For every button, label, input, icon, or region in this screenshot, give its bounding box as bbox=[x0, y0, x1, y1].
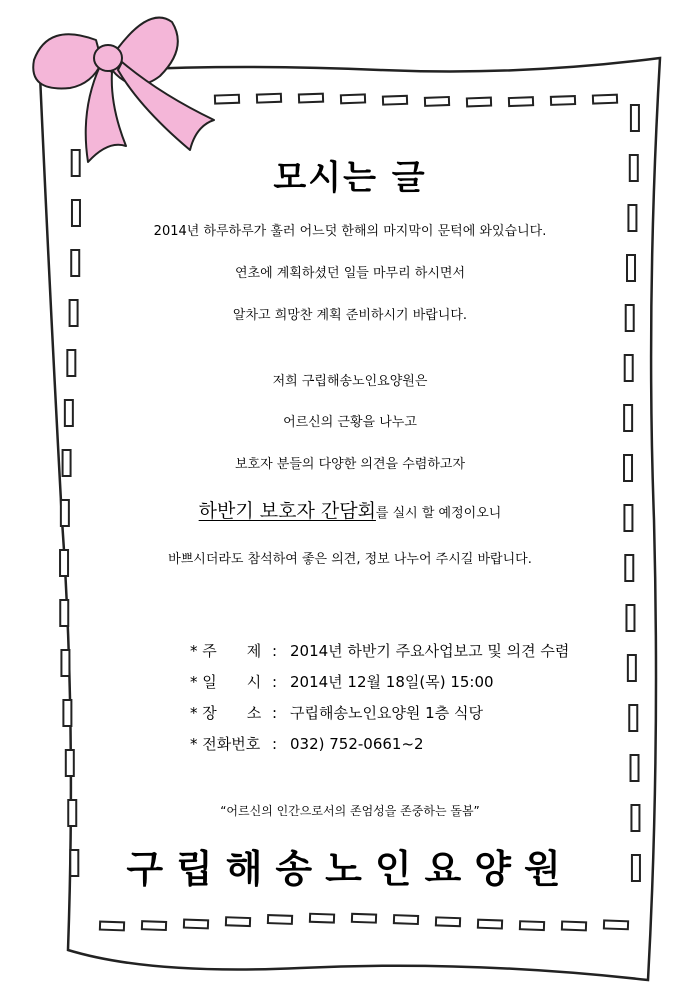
stitch-dash bbox=[593, 95, 617, 104]
detail-separator: : bbox=[272, 673, 278, 691]
event-details bbox=[190, 640, 569, 764]
stitch-dash bbox=[425, 97, 449, 106]
organization-name: 구립해송노인요양원 bbox=[126, 847, 574, 891]
stitch-dash bbox=[631, 105, 639, 131]
detail-label: * 장 소 bbox=[190, 704, 262, 722]
stitch-dash bbox=[467, 98, 491, 107]
body-line: 2014년 하루하루가 훌러 어느덧 한해의 마지막이 문턱에 와있습니다. bbox=[153, 224, 547, 239]
body-line: 저희 구립해송노인요양원은 bbox=[272, 374, 428, 389]
stitch-dash bbox=[628, 655, 636, 681]
detail-value: 구립해송노인요양원 1층 식당 bbox=[290, 704, 483, 722]
stitch-dash bbox=[509, 97, 533, 106]
highlight-rest: 를 실시 할 예정이오니 bbox=[375, 506, 502, 521]
detail-value: 032) 752-0661~2 bbox=[290, 735, 424, 753]
stitch-dash bbox=[184, 920, 208, 929]
stitch-dash bbox=[629, 705, 637, 731]
stitch-dash bbox=[478, 920, 502, 929]
detail-row-phone bbox=[190, 733, 569, 764]
detail-row-place bbox=[190, 702, 569, 733]
stitch-dash bbox=[268, 915, 292, 924]
stitch-dash bbox=[562, 922, 586, 931]
stitch-dash bbox=[520, 921, 544, 930]
highlight-line bbox=[0, 496, 700, 523]
detail-separator: : bbox=[272, 704, 278, 722]
stitch-dash bbox=[383, 96, 407, 105]
stitch-dash bbox=[257, 94, 281, 103]
stitch-dash bbox=[100, 922, 124, 931]
stitch-dash bbox=[436, 917, 460, 926]
detail-row-subject bbox=[190, 640, 569, 671]
stitch-dash bbox=[215, 95, 239, 104]
stitch-dash bbox=[61, 650, 69, 676]
stitch-dash bbox=[310, 914, 334, 923]
stitch-dash bbox=[142, 921, 166, 930]
body-line: 알차고 희망찬 계획 준비하시기 바랍니다. bbox=[232, 308, 468, 323]
stitch-dash bbox=[551, 96, 575, 105]
closing-line: 바쁘시더라도 참석하여 좋은 의견, 정보 나누어 주시길 바랍니다. bbox=[168, 552, 532, 567]
detail-row-datetime bbox=[190, 671, 569, 702]
event-name: 하반기 보호자 간담회 bbox=[198, 500, 376, 522]
stitch-dash bbox=[60, 600, 68, 626]
stitch-dash bbox=[226, 917, 250, 926]
stitch-dash bbox=[394, 915, 418, 924]
body-line: 보호자 분들의 다양한 의견을 수렴하고자 bbox=[234, 457, 465, 472]
detail-separator: : bbox=[272, 642, 278, 660]
stitch-dash bbox=[631, 755, 639, 781]
stitch-dash bbox=[299, 94, 323, 103]
stitch-dash bbox=[341, 94, 365, 103]
body-line: 연초에 계획하셨던 일들 마무리 하시면서 bbox=[234, 266, 465, 281]
stitch-dash bbox=[63, 700, 71, 726]
stitch-dash bbox=[626, 605, 634, 631]
motto: “어르신의 인간으로서의 존엄성을 존중하는 돌봄” bbox=[220, 804, 480, 818]
body-line: 어르신의 근황을 나누고 bbox=[283, 415, 417, 430]
detail-label: * 주 제 bbox=[190, 642, 262, 660]
stitch-dash bbox=[66, 750, 74, 776]
detail-value: 2014년 12월 18일(목) 15:00 bbox=[290, 673, 494, 691]
detail-label: * 전화번호 bbox=[190, 735, 261, 753]
stitch-dash bbox=[604, 920, 628, 929]
detail-separator: : bbox=[272, 735, 278, 753]
stitch-dash bbox=[352, 914, 376, 923]
detail-label: * 일 시 bbox=[190, 673, 262, 691]
page-title: 모시는 글 bbox=[273, 158, 427, 198]
detail-value: 2014년 하반기 주요사업보고 및 의견 수렴 bbox=[290, 642, 570, 660]
